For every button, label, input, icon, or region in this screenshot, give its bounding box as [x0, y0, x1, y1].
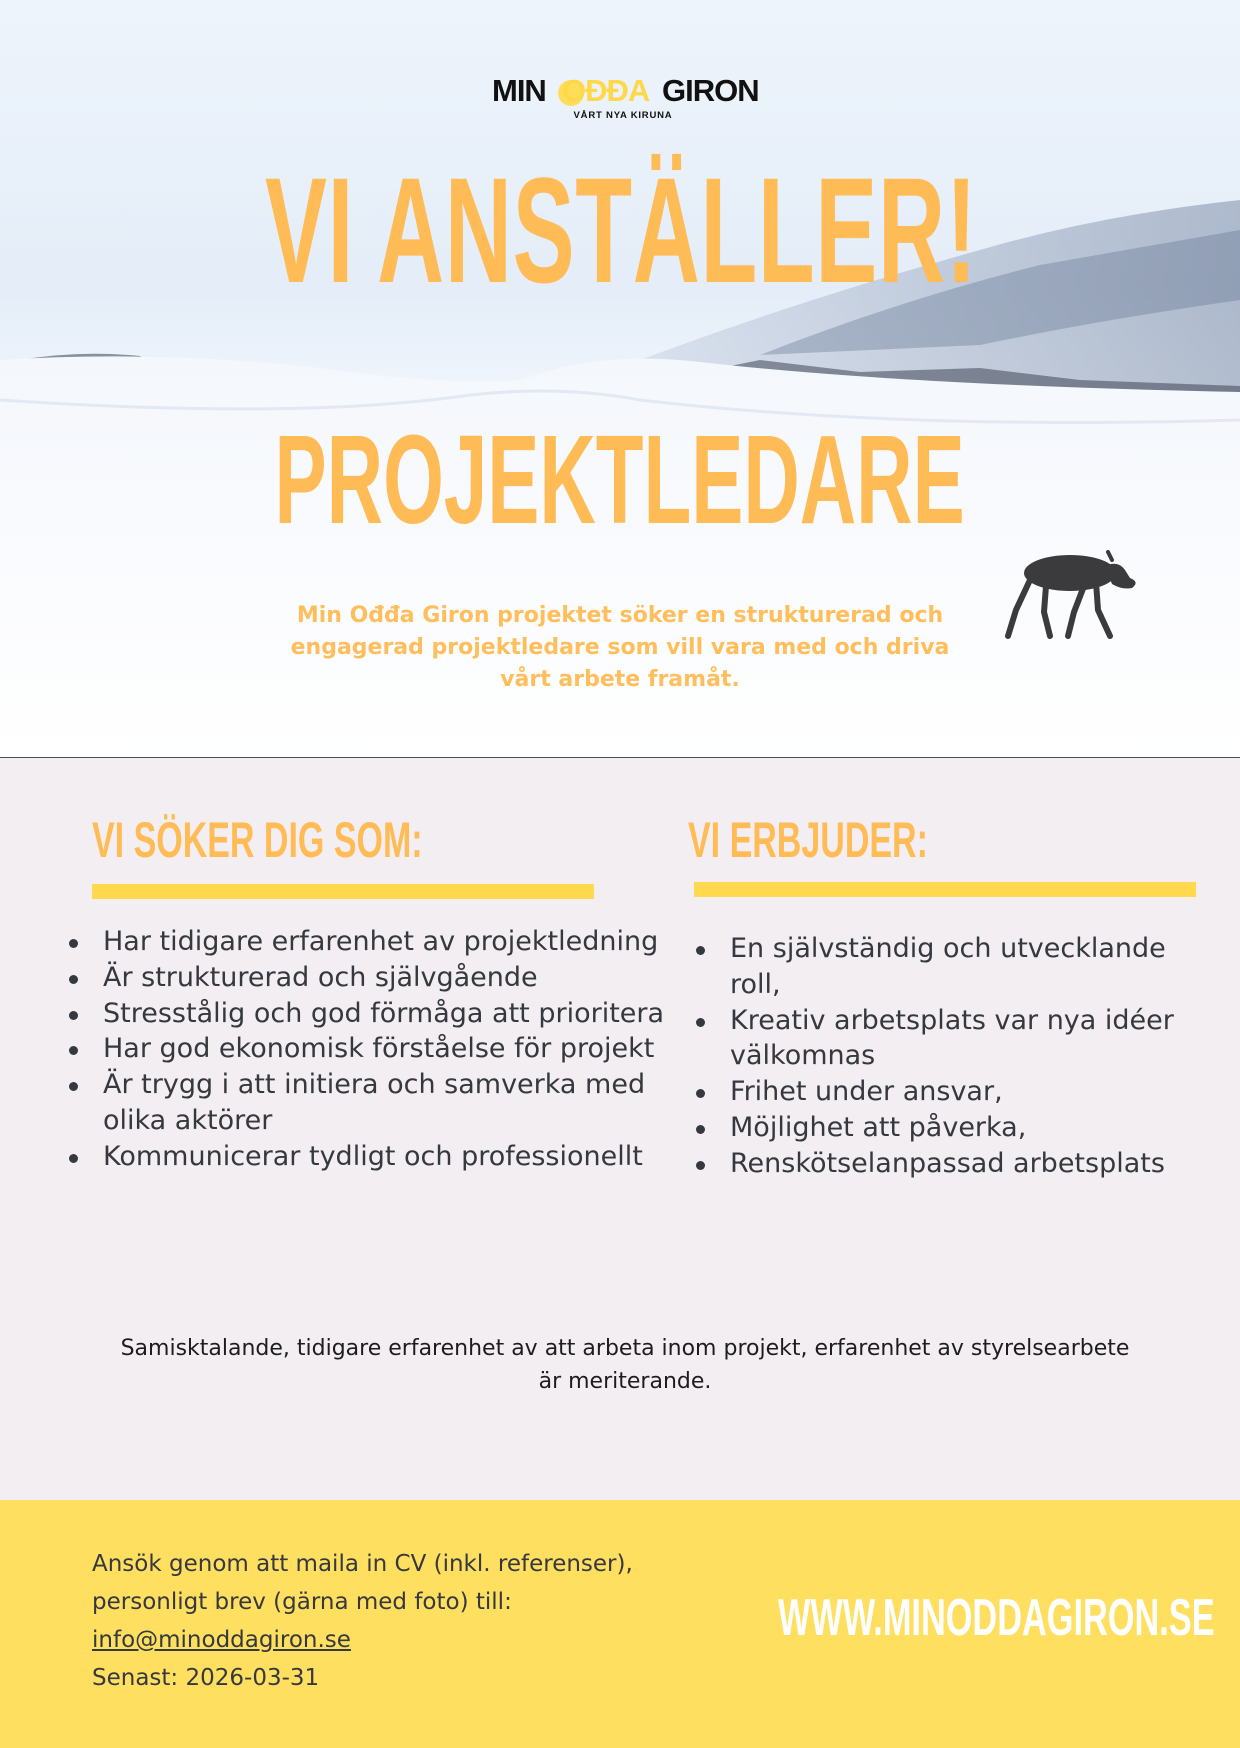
requirements-underline	[92, 884, 594, 899]
logo-word-giron: GIRON	[662, 73, 759, 108]
logo-word-odda: OĐĐA	[562, 73, 650, 108]
hero-intro-text: Min Ođđa Giron projektet söker en strukturerad och engagerad projektledare som vill vara med och driva vårt arbete framåt.	[290, 603, 950, 692]
footer	[0, 1500, 1240, 1748]
contact-email-link[interactable]: info@minoddagiron.se	[92, 1627, 351, 1653]
website-link[interactable]: WWW.MINODDAGIRON.SE	[778, 1589, 1215, 1647]
offer-item: Kreativ arbetsplats var nya idéer välkomnas	[693, 1003, 1193, 1075]
offer-heading: VI ERBJUDER:	[688, 812, 928, 868]
logo-tagline: VÅRT NYA KIRUNA	[573, 110, 673, 121]
requirement-item: Kommunicerar tydligt och professionellt	[66, 1139, 676, 1175]
requirement-item: Har tidigare erfarenhet av projektledning	[66, 924, 676, 960]
job-title: PROJEKTLEDARE	[274, 409, 965, 550]
apply-instruction-line-2: personligt brev (gärna med foto) till:	[92, 1589, 512, 1615]
hero-headline: VI ANSTÄLLER!	[264, 146, 978, 314]
hero-section	[0, 0, 1240, 758]
offer-item: Frihet under ansvar,	[693, 1074, 1193, 1110]
offer-item: Möjlighet att påverka,	[693, 1110, 1193, 1146]
requirement-item: Är trygg i att initiera och samverka med olika aktörer	[66, 1067, 676, 1139]
requirements-list	[66, 924, 676, 1175]
application-deadline: Senast: 2026-03-31	[92, 1665, 320, 1691]
merit-text: Samisktalande, tidigare erfarenhet av att arbeta inom projekt, erfarenhet av styrelsearbete är meriterande.	[120, 1336, 1130, 1394]
application-info	[92, 1545, 652, 1697]
requirements-heading: VI SÖKER DIG SOM:	[92, 812, 423, 868]
hero-divider	[0, 757, 1240, 758]
apply-instruction-line-1: Ansök genom att maila in CV (inkl. referenser),	[92, 1551, 633, 1577]
offer-list	[693, 931, 1193, 1182]
requirement-item: Har god ekonomisk förståelse för projekt	[66, 1031, 676, 1067]
requirement-item: Är strukturerad och självgående	[66, 960, 676, 996]
offer-underline	[694, 882, 1196, 897]
offer-item: En självständig och utvecklande roll,	[693, 931, 1193, 1003]
requirement-item: Stresstålig och god förmåga att prioritera	[66, 996, 676, 1032]
offer-item: Renskötselanpassad arbetsplats	[693, 1146, 1193, 1182]
logo-word-min: MIN	[492, 73, 546, 108]
